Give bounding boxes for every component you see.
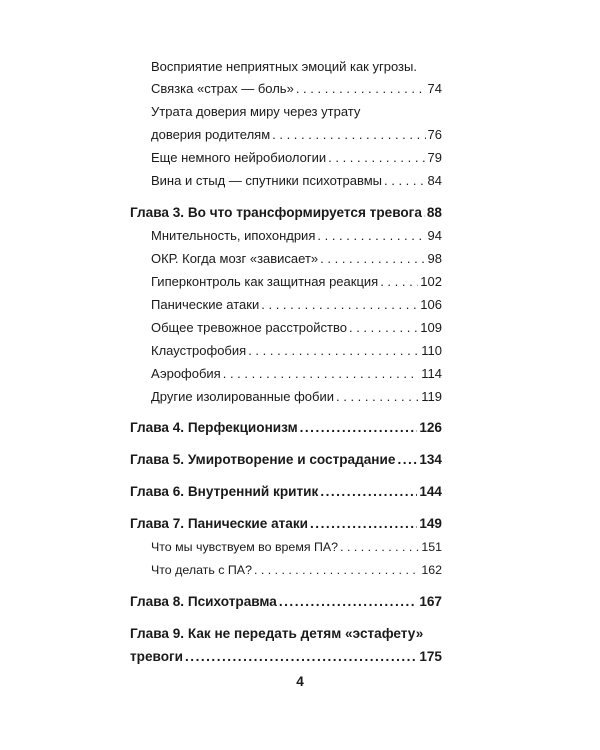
toc-entry-title: Другие изолированные фобии — [151, 389, 334, 404]
dot-leader — [254, 559, 419, 581]
toc-chapter[interactable] — [130, 513, 442, 535]
toc-page-number: 84 — [427, 173, 442, 188]
toc-page-number: 144 — [419, 484, 442, 499]
dot-leader — [380, 271, 418, 293]
toc-entry-title: Восприятие неприятных эмоций как угрозы. — [151, 59, 417, 74]
toc-entry-title: доверия родителям — [151, 127, 271, 142]
dot-leader — [397, 449, 417, 471]
toc-page-number: 102 — [420, 274, 442, 289]
dot-leader — [349, 317, 418, 339]
toc-entry[interactable] — [130, 147, 442, 169]
toc-page-number: 74 — [427, 81, 442, 96]
dot-leader — [185, 646, 417, 668]
toc-entry-title: Панические атаки — [151, 297, 260, 312]
toc-entry[interactable] — [130, 170, 442, 192]
toc-entry[interactable] — [130, 294, 442, 316]
toc-entry-title: Что делать с ПА? — [151, 563, 252, 577]
dot-leader — [320, 481, 417, 503]
toc-entry-title: Общее тревожное расстройство — [151, 320, 347, 335]
toc-chapter-title: Глава 5. Умиротворение и сострадание — [130, 452, 396, 467]
toc-entry-title: Вина и стыд — спутники психотравмы — [151, 173, 382, 188]
toc-page-number: 175 — [419, 649, 442, 664]
toc-chapter-title: тревоги — [130, 649, 184, 664]
toc-page-number: 134 — [419, 452, 442, 467]
dot-leader — [384, 170, 426, 192]
toc-entry-title: Что мы чувствуем во время ПА? — [151, 540, 339, 554]
toc-page-number: 126 — [419, 420, 442, 435]
toc-entry[interactable] — [130, 124, 442, 146]
toc-chapter[interactable] — [130, 202, 442, 224]
dot-leader — [328, 147, 425, 169]
toc-page-number: 109 — [420, 320, 442, 335]
toc-chapter[interactable] — [130, 646, 442, 668]
toc-chapter[interactable] — [130, 481, 442, 503]
toc-entry[interactable] — [130, 271, 442, 293]
toc-page-number: 88 — [426, 205, 442, 220]
toc-entry-title: Утрата доверия миру через утрату — [151, 104, 361, 119]
toc-page-number: 106 — [420, 297, 442, 312]
dot-leader — [320, 248, 425, 270]
toc-page-number: 94 — [427, 228, 442, 243]
toc-entry[interactable] — [130, 78, 442, 100]
toc-entry-title: Еще немного нейробиологии — [151, 150, 327, 165]
dot-leader — [310, 513, 417, 535]
dot-leader — [223, 363, 420, 385]
toc-page-number: 79 — [427, 150, 442, 165]
dot-leader — [317, 225, 425, 247]
toc-page-number: 110 — [421, 343, 442, 358]
toc-chapter-title: Глава 3. Во что трансформируется тревога — [130, 205, 422, 220]
toc-entry-title: Связка «страх — боль» — [151, 81, 294, 96]
toc-entry-text — [130, 101, 442, 123]
toc-entry[interactable] — [130, 225, 442, 247]
toc-page-number: 149 — [419, 516, 442, 531]
toc-entry[interactable] — [130, 248, 442, 270]
toc-page-number: 76 — [427, 127, 442, 142]
toc-entry-title: Аэрофобия — [151, 366, 221, 381]
toc-chapter-title: Глава 8. Психотравма — [130, 594, 277, 609]
dot-leader — [296, 78, 426, 100]
toc-page-number: 114 — [421, 366, 442, 381]
dot-leader — [424, 202, 425, 224]
toc-chapter[interactable] — [130, 417, 442, 439]
toc-chapter-title-line[interactable] — [130, 623, 442, 645]
toc-entry[interactable] — [130, 536, 442, 558]
dot-leader — [272, 124, 425, 146]
toc-entry[interactable] — [130, 559, 442, 581]
toc-entry-title: ОКР. Когда мозг «зависает» — [151, 251, 319, 266]
toc-entry-title: Клаустрофобия — [151, 343, 247, 358]
toc-chapter-title: Глава 6. Внутренний критик — [130, 484, 319, 499]
toc-chapter[interactable] — [130, 449, 442, 471]
toc-entry[interactable] — [130, 340, 442, 362]
dot-leader — [279, 591, 417, 613]
dot-leader — [336, 386, 419, 408]
toc-page-number: 98 — [427, 251, 442, 266]
toc-chapter-title: Глава 4. Перфекционизм — [130, 420, 298, 435]
page-number: 4 — [296, 674, 304, 689]
dot-leader — [300, 417, 418, 439]
dot-leader — [248, 340, 419, 362]
toc-chapter-title: Глава 9. Как не передать детям «эстафету» — [130, 626, 424, 641]
toc-page-number: 167 — [419, 594, 442, 609]
toc-chapter[interactable] — [130, 591, 442, 613]
dot-leader — [261, 294, 418, 316]
toc-page-number: 162 — [421, 563, 442, 577]
toc-entry[interactable] — [130, 386, 442, 408]
toc-entry[interactable] — [130, 317, 442, 339]
toc-entry[interactable] — [130, 363, 442, 385]
toc-page-number: 119 — [421, 389, 442, 404]
toc-entry-text — [130, 56, 442, 78]
toc-entry-title: Мнительность, ипохондрия — [151, 228, 316, 243]
toc-entry-title: Гиперконтроль как защитная реакция — [151, 274, 379, 289]
toc-chapter-title: Глава 7. Панические атаки — [130, 516, 309, 531]
dot-leader — [340, 536, 419, 558]
toc-page-number: 151 — [421, 540, 442, 554]
